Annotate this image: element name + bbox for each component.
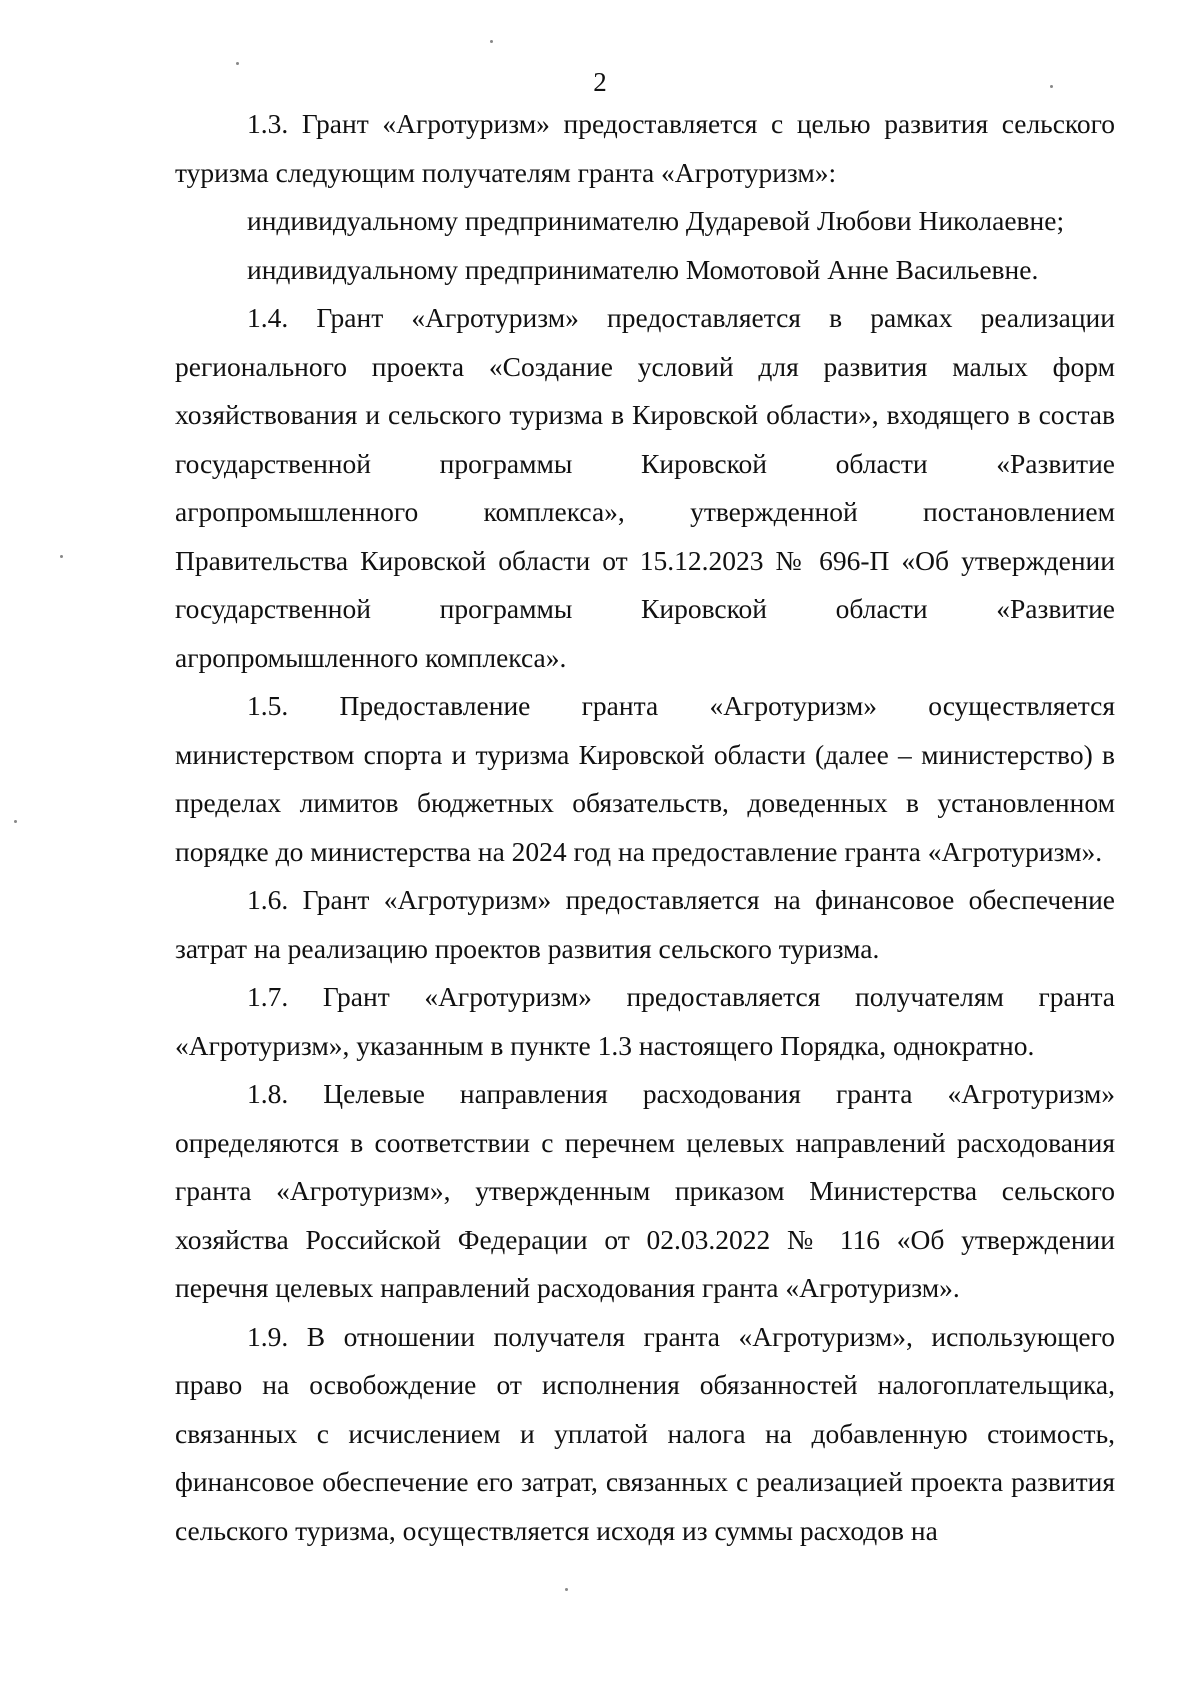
paragraph-1-5: 1.5. Предоставление гранта «Агротуризм» осуществляется министерством спорта и туризма Кировской области (далее – министерство) в пределах лимитов бюджетных обязательств, доведенных в установленном порядке до министерства на 2024 год на предоставление гранта «Агротуризм». xyxy=(175,690,1115,867)
paragraph-1-3: 1.3. Грант «Агротуризм» предоставляется с целью развития сельского туризма следующим получателям гранта «Агротуризм»: xyxy=(175,108,1115,188)
document-body xyxy=(175,100,1115,1555)
paragraph-1-6: 1.6. Грант «Агротуризм» предоставляется на финансовое обеспечение затрат на реализацию проектов развития сельского туризма. xyxy=(175,884,1115,964)
page-number: 2 xyxy=(593,67,607,97)
paragraph-1-9: 1.9. В отношении получателя гранта «Агротуризм», использующего право на освобождение от исполнения обязанностей налогоплательщика, связанных с исчислением и уплатой налога на добавленную стоимость, финансовое обеспечение его затрат, связанных с реализацией проекта развития сельского туризма, осуществляется исходя из суммы расходов на xyxy=(175,1320,1115,1546)
paragraph-1-7: 1.7. Грант «Агротуризм» предоставляется получателям гранта «Агротуризм», указанным в пункте 1.3 настоящего Порядка, однократно. xyxy=(175,981,1115,1061)
recipient-item-2: индивидуальному предпринимателю Момотовой Анне Васильевне. xyxy=(247,253,1039,285)
paragraph-1-8: 1.8. Целевые направления расходования гранта «Агротуризм» определяются в соответствии с перечнем целевых направлений расходования гранта «Агротуризм», утвержденным приказом Министерства сельского хозяйства Российской Федерации от 02.03.2022 № 116 «Об утверждении перечня целевых направлений расходования гранта «Агротуризм». xyxy=(175,1078,1115,1303)
paragraph-1-4: 1.4. Грант «Агротуризм» предоставляется в рамках реализации регионального проекта «Создание условий для развития малых форм хозяйствования и сельского туризма в Кировской области», входящего в состав государственной программы Кировской области «Развитие агропромышленного комплекса», утвержденной постановлением Правительства Кировской области от 15.12.2023 № 696-П «Об утверждении государственной программы Кировской области «Развитие агропромышленного комплекса». xyxy=(175,302,1115,673)
recipient-item-1: индивидуальному предпринимателю Дударевой Любови Николаевне; xyxy=(247,205,1065,236)
